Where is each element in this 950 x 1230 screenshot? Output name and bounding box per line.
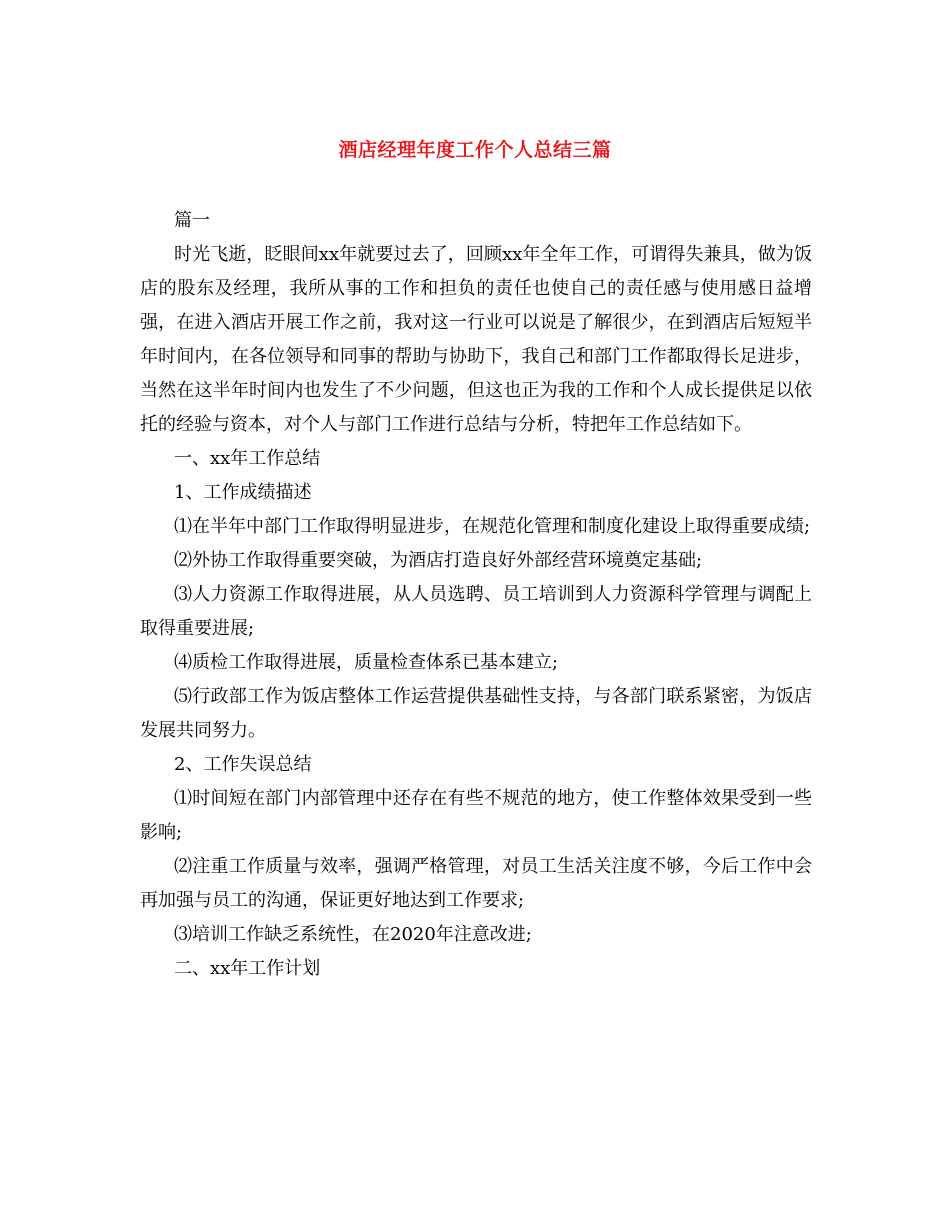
achievement-item-2: ⑵外协工作取得重要突破，为酒店打造良好外部经营环境奠定基础; bbox=[174, 550, 703, 571]
subheading-achievements: 1、工作成绩描述 bbox=[174, 482, 312, 503]
document-body bbox=[140, 204, 812, 986]
heading-work-summary: 一、xx年工作总结 bbox=[174, 448, 321, 469]
mistake-item-1: ⑴时间短在部门内部管理中还存在有些不规范的地方，使工作整体效果受到一些影响; bbox=[140, 788, 812, 843]
subheading-mistakes: 2、工作失误总结 bbox=[174, 754, 312, 775]
section-heading-part-one: 篇一 bbox=[174, 210, 210, 231]
mistake-item-3: ⑶培训工作缺乏系统性，在2020年注意改进; bbox=[174, 924, 532, 945]
mistake-item-2: ⑵注重工作质量与效率，强调严格管理，对员工生活关注度不够，今后工作中会再加强与员工的沟通，保证更好地达到工作要求; bbox=[140, 856, 812, 911]
heading-work-plan: 二、xx年工作计划 bbox=[174, 958, 321, 979]
achievement-item-4: ⑷质检工作取得进展，质量检查体系已基本建立; bbox=[174, 652, 559, 673]
document-title: 酒店经理年度工作个人总结三篇 bbox=[338, 139, 612, 161]
achievement-item-1: ⑴在半年中部门工作取得明显进步，在规范化管理和制度化建设上取得重要成绩; bbox=[174, 516, 811, 537]
achievement-item-5: ⑸行政部工作为饭店整体工作运营提供基础性支持，与各部门联系紧密，为饭店发展共同努力。 bbox=[140, 686, 812, 741]
achievement-item-3: ⑶人力资源工作取得进展，从人员选聘、员工培训到人力资源科学管理与调配上取得重要进展; bbox=[140, 584, 812, 639]
intro-paragraph: 时光飞逝，眨眼间xx年就要过去了，回顾xx年全年工作，可谓得失兼具，做为饭店的股东及经理，我所从事的工作和担负的责任也使自己的责任感与使用感日益增强，在进入酒店开展工作之前，我对这一行业可以说是了解很少，在到酒店后短短半年时间内，在各位领导和同事的帮助与协助下，我自己和部门工作都取得长足进步，当然在这半年时间内也发生了不少问题，但这也正为我的工作和个人成长提供足以依托的经验与资本，对个人与部门工作进行总结与分析，特把年工作总结如下。 bbox=[140, 244, 812, 435]
